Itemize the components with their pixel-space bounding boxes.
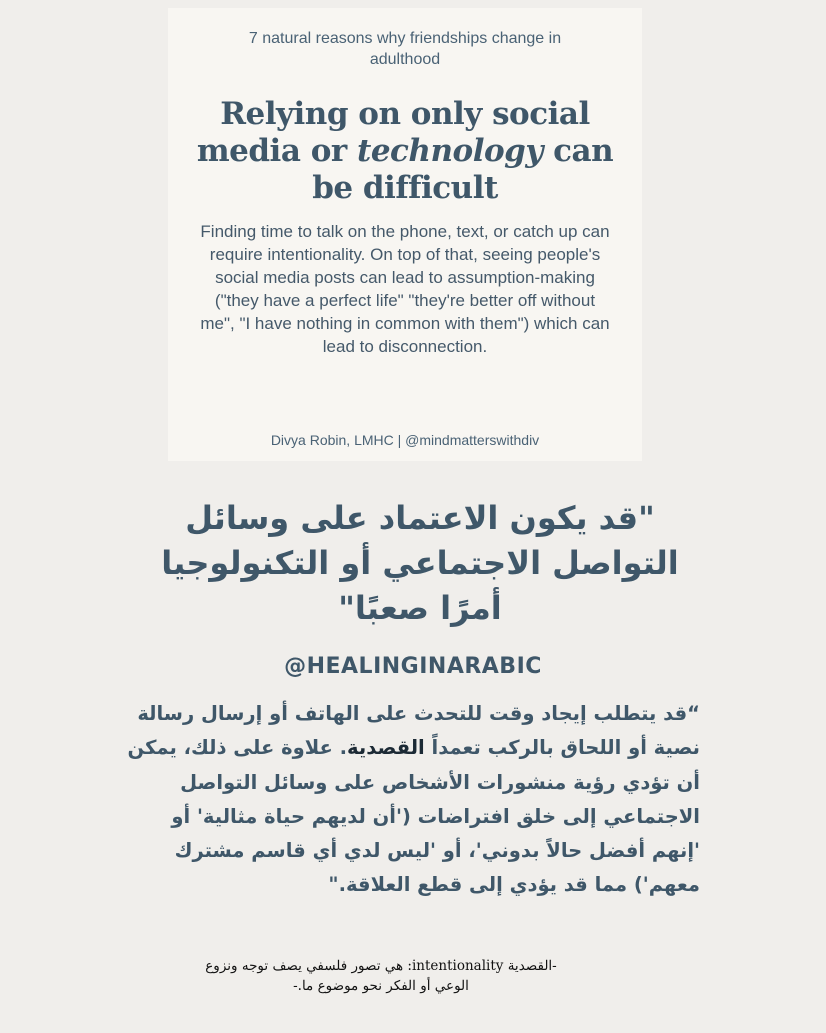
arabic-body bbox=[120, 697, 700, 903]
card-subtitle: 7 natural reasons why friendships change in adulthood bbox=[248, 30, 562, 68]
arabic-body-part2: . علاوة على ذلك، يمكن أن تؤدي رؤية منشورات الأشخاص على وسائل التواصل الاجتماعي إلى خلق افتراضات ('أن لديهم حياة مثالية' أو 'إنهم أفضل حالاً بدوني'، أو 'ليس لدي أي قاسم مشترك معهم') مما قد يؤدي إلى قطع العلاقة." bbox=[127, 736, 700, 897]
author-handle: @HEALINGINARABIC bbox=[284, 654, 542, 679]
arabic-title: "قد يكون الاعتماد على وسائل التواصل الاجتماعي أو التكنولوجيا أمرًا صعبًا" bbox=[161, 499, 679, 627]
footnote: -القصدية intentionality: هي تصور فلسفي يصف توجه ونزوع الوعي أو الفكر نحو موضوع ما.- bbox=[205, 958, 557, 994]
card-title-italic: technology bbox=[357, 133, 543, 169]
card-credit: Divya Robin, LMHC | @mindmatterswithdiv bbox=[270, 432, 540, 448]
quote-card bbox=[168, 8, 642, 461]
card-title bbox=[168, 96, 642, 207]
card-title-part2: can be difficult bbox=[312, 133, 614, 206]
arabic-body-highlight: القصدية bbox=[347, 736, 425, 760]
card-body: Finding time to talk on the phone, text, or catch up can require intentionality. On top of that, seeing people's social media posts can lead to assumption-making ("they have a perfect life" "they're better off without me", "I have nothing in common with them") which can lead to disconnection. bbox=[200, 222, 610, 356]
card-title-part1: Relying on only social media or bbox=[196, 96, 590, 169]
arabic-body-part1: “قد يتطلب إيجاد وقت للتحدث على الهاتف أو إرسال رسالة نصية أو اللحاق بالركب تعمداً bbox=[137, 702, 700, 760]
